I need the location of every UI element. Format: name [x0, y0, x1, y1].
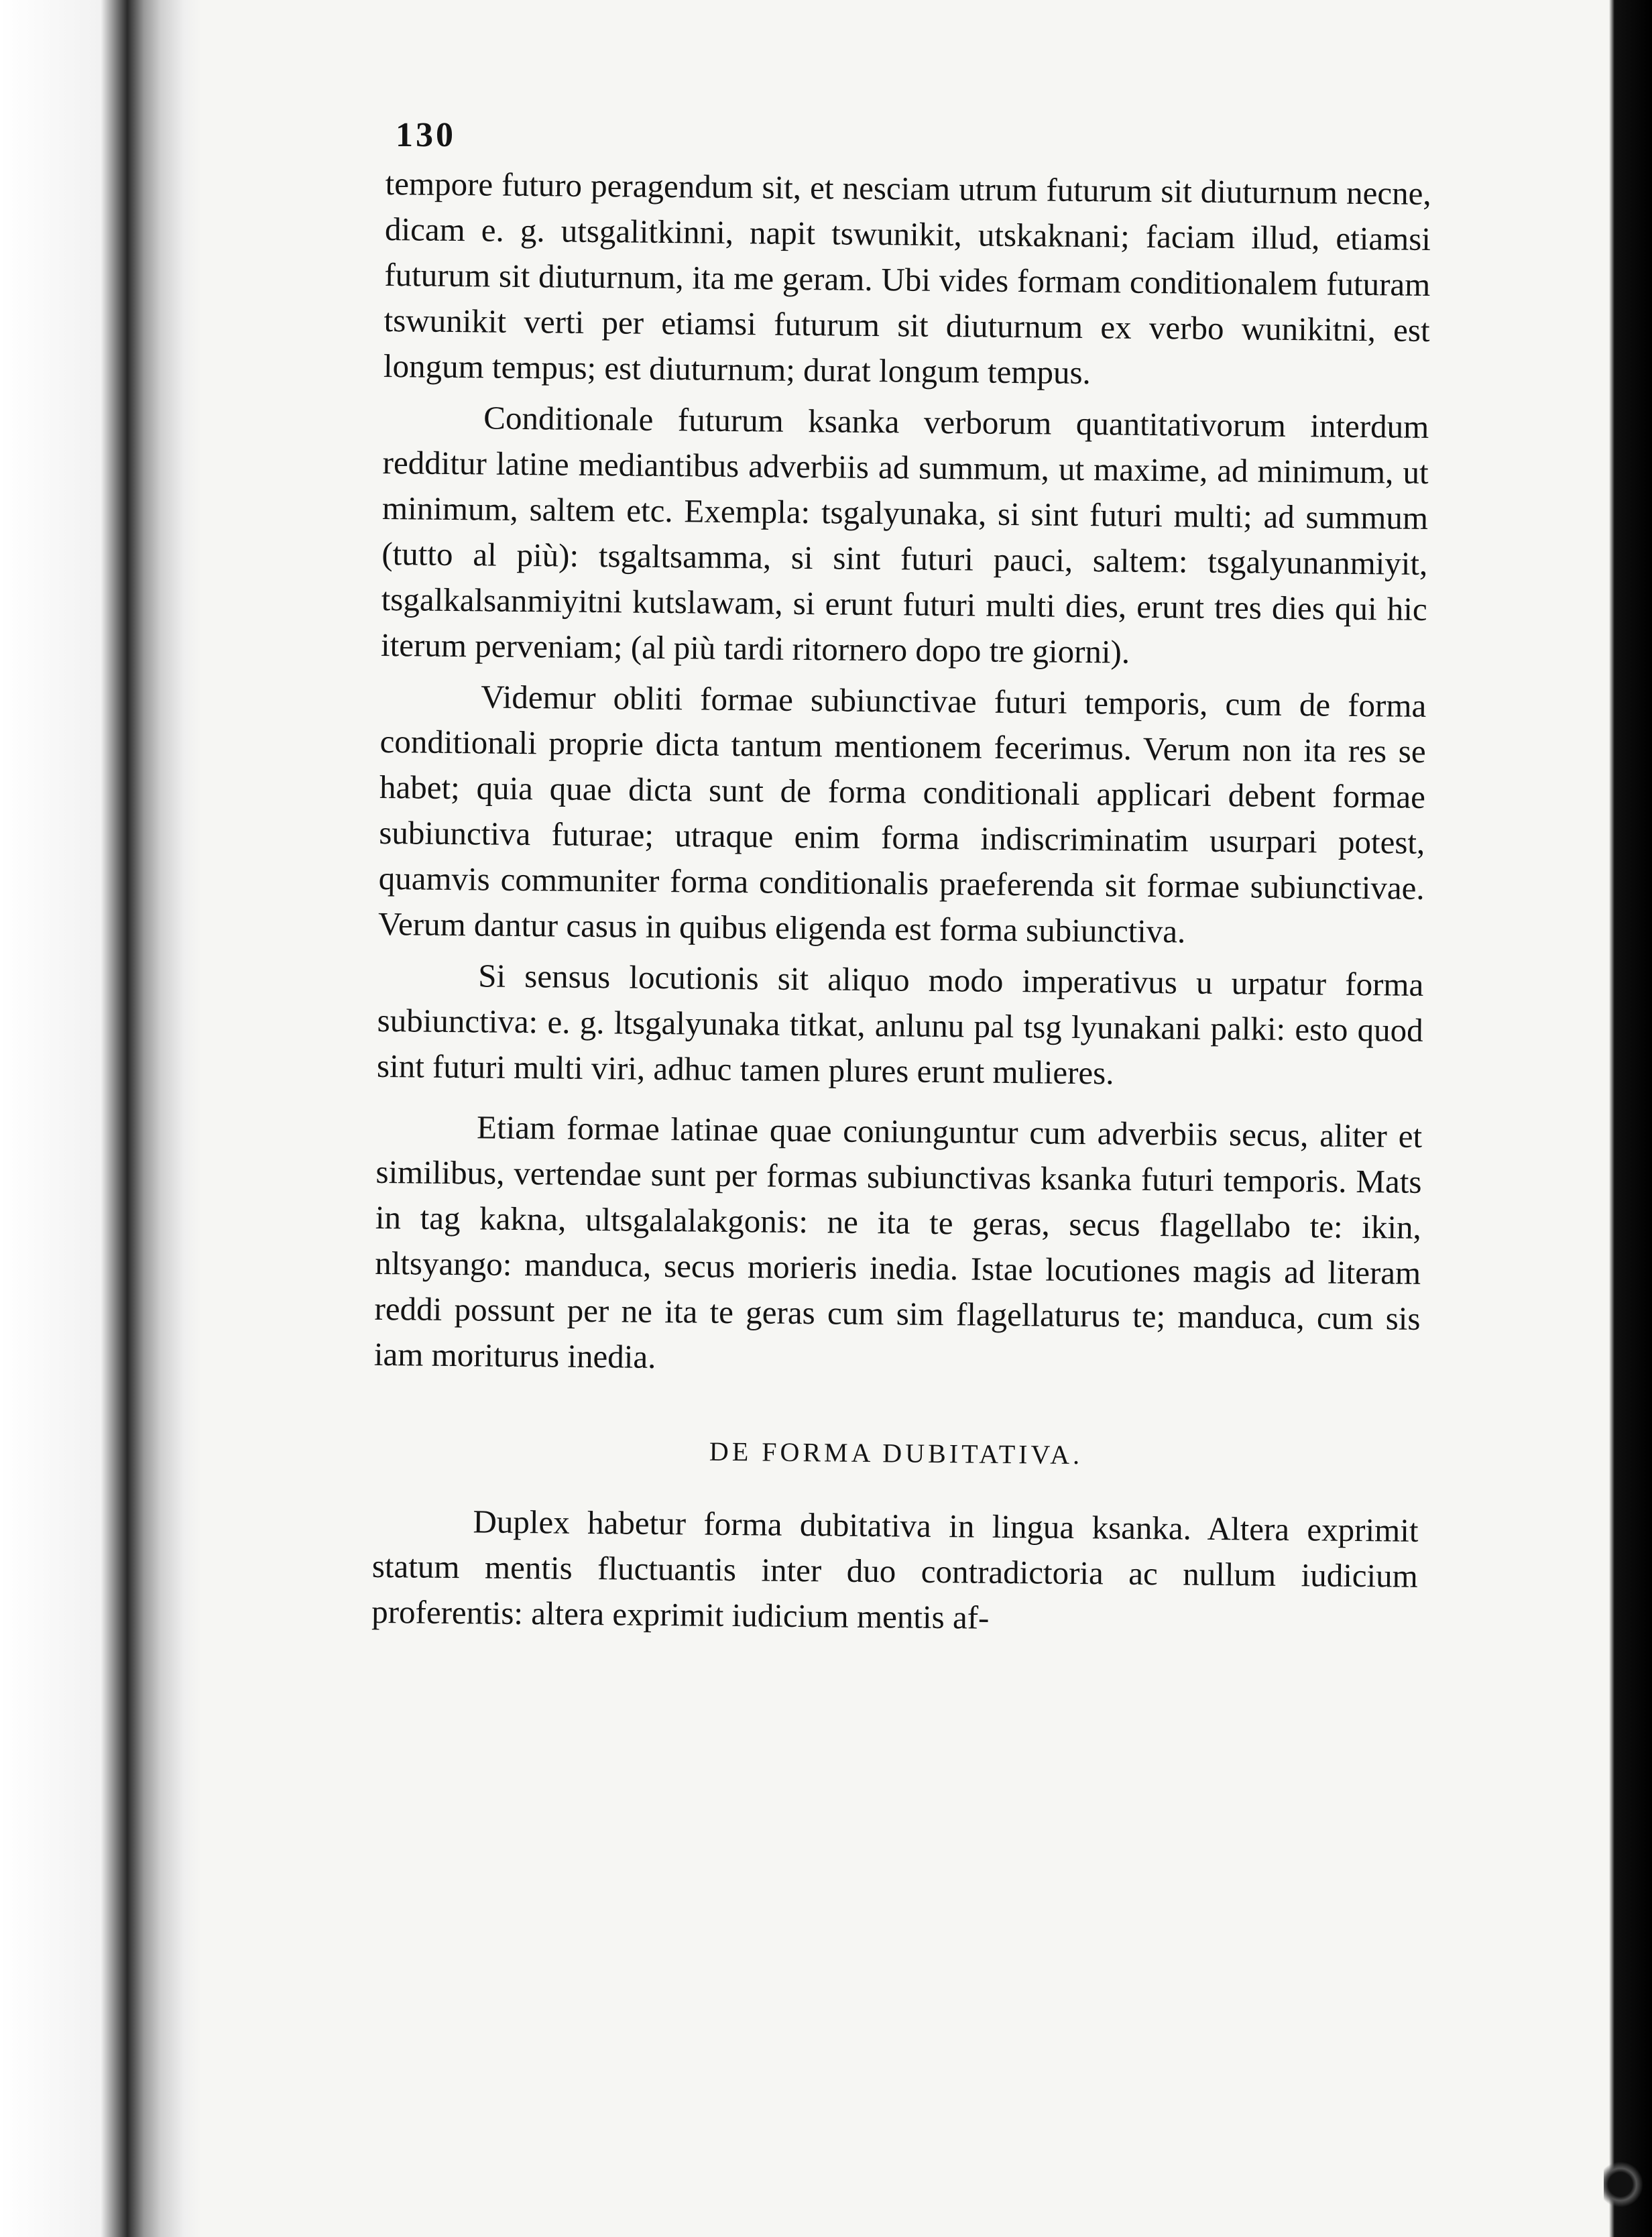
- paragraph-continuation: tempore futuro peragendum sit, et nesciam utrum futurum sit diuturnum necne, dicam e. g. utsgalitkinni, napit tswunikit, utskaknani; faciam illud, etiamsi futurum sit diuturnum, ita me geram. Ubi vides formam conditionalem futuram tswunikit verti per etiamsi futurum sit diuturnum ex verbo wunikitni, est longum tempus; est diuturnum; durat longum tempus.: [383, 164, 1431, 392]
- paragraph-adverbs-secus: Etiam formae latinae quae coniunguntur cum adverbiis secus, aliter et similibus, vertendae sunt per formas subiunctivas ksanka futuri temporis. Mats in tag kakna, ultsgalalakgonis: ne ita te geras, secus flagellabo te: ikin, nltsyango: manduca, secus morieris inedia. Istae locutiones magis ad literam reddi possunt per ne ita te geras cum sim flagellaturus te; manduca, cum sis iam moriturus inedia.: [373, 1108, 1423, 1375]
- scan-left-edge: [0, 0, 201, 2237]
- paragraph-conditional-quantitative: Conditionale futurum ksanka verborum quantitativorum interdum redditur latine mediantibus adverbiis ad summum, ut maxime, ad minimum, ut minimum, saltem etc. Exempla: tsgalyunaka, si sint futuri multi; ad summum (tutto al più): tsgaltsamma, si sint futuri pauci, saltem: tsgalyunanmiyit, tsgalkalsanmiyitni kutslawam, si erunt futuri multi dies, erunt tres dies qui hic iterum perveniam; (al più tardi ritornero dopo tre giorni).: [380, 399, 1429, 671]
- page-number: 130: [396, 116, 456, 154]
- paragraph-subjunctive-future: Videmur obliti formae subiunctivae futuri temporis, cum de forma conditionali proprie dicta tantum mentionem fecerimus. Verum non ita res se habet; quia quae dicta sunt de forma conditionali applicari debent formae subiunctiva futurae; utraque enim forma indiscriminatim usurpari potest, quamvis communiter forma conditionalis praeferenda sit formae subiunctivae. Verum dantur casus in quibus eligenda est forma subiunctiva.: [377, 678, 1427, 950]
- paragraph-dubitative: Duplex habetur forma dubitativa in lingua ksanka. Altera exprimit statum mentis fluctuantis inter duo contradictoria ac nullum iudicium proferentis: altera exprimit iudicium mentis af-: [371, 1503, 1419, 1636]
- scan-right-edge: [1609, 0, 1652, 2237]
- page-body: [371, 161, 1431, 1645]
- scan-ink-blot: [1604, 2158, 1645, 2217]
- section-heading: DE FORMA DUBITATIVA.: [709, 1436, 1083, 1471]
- paragraph-imperative-sense: Si sensus locutionis sit aliquo modo imperativus u urpatur forma subiunctiva: e. g. ltsgalyunaka titkat, anlunu pal tsg lyunakani palki: esto quod sint futuri multi viri, adhuc tamen plures erunt mulieres.: [376, 957, 1424, 1092]
